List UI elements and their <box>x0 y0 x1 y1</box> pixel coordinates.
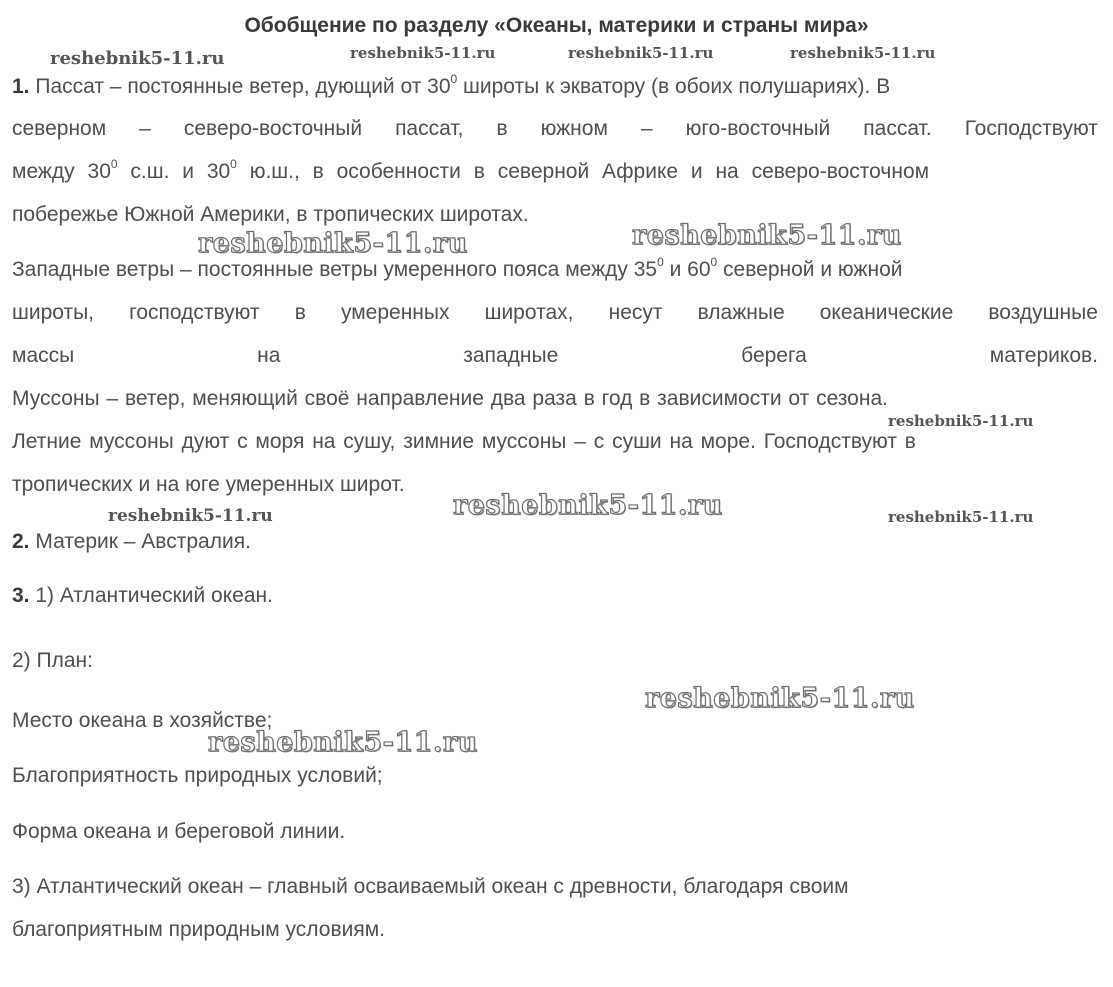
q1-line-8: Муссоны – ветер, меняющий своё направление два раза в год в зависимости от сезона. <box>12 387 888 410</box>
watermark: reshebnik5-11.ru <box>645 683 915 714</box>
watermark: reshebnik5-11.ru <box>790 44 936 62</box>
watermark: reshebnik5-11.ru <box>568 44 714 62</box>
q2-line: 2. Материк – Австралия. <box>12 530 251 553</box>
q2-number: 2. <box>12 530 30 553</box>
q3-plan-item-2: Благоприятность природных условий; <box>12 764 383 787</box>
q3-conclusion-line-1: 3) Атлантический океан – главный осваиваемый океан с древности, благодаря своим <box>12 875 849 898</box>
q3-line: 3. 1) Атлантический океан. <box>12 584 273 607</box>
q3-conclusion-line-2: благоприятным природным условиям. <box>12 918 385 941</box>
q3-plan-item-3: Форма океана и береговой линии. <box>12 820 346 843</box>
q1-line-6: широты, господствуют в умеренных широтах, несут влажные океанические воздушные <box>12 301 1098 324</box>
q1-line-7: массы на западные берега материков. <box>12 344 1098 367</box>
q1-line-2: северном – северо-восточный пассат, в южном – юго-восточный пассат. Господствуют <box>12 117 1098 140</box>
q3-plan-heading: 2) План: <box>12 649 93 672</box>
q1-number: 1. <box>12 75 30 98</box>
watermark: reshebnik5-11.ru <box>350 44 496 62</box>
q1-line-10: тропических и на юге умеренных широт. <box>12 473 405 496</box>
q3-plan-item-1: Место океана в хозяйстве; <box>12 709 273 732</box>
q1-line-3: между $30^0$ с.ш. и $30^0$ ю.ш., в особенности в северной Африке и на северо-восточном <box>12 157 930 183</box>
watermark: reshebnik5-11.ru <box>50 48 225 69</box>
page-title: Обобщение по разделу «Океаны, материки и страны мира» <box>244 14 869 37</box>
q1-line-5: Западные ветры – постоянные ветры умеренного пояса между $35^0$ и $60^0$ северной и южной <box>12 255 903 281</box>
watermark: reshebnik5-11.ru <box>888 412 1034 430</box>
watermark: reshebnik5-11.ru <box>453 490 723 521</box>
watermark: reshebnik5-11.ru <box>198 228 468 259</box>
watermark: reshebnik5-11.ru <box>108 506 273 526</box>
q1-line-9: Летние муссоны дуют с моря на сушу, зимние муссоны – с суши на море. Господствуют в <box>12 430 916 453</box>
q3-number: 3. <box>12 584 30 607</box>
watermark: reshebnik5-11.ru <box>208 727 478 758</box>
q1-line-4: побережье Южной Америки, в тропических широтах. <box>12 203 529 226</box>
watermark: reshebnik5-11.ru <box>632 220 902 251</box>
q1-line-1: 1. Пассат – постоянные ветер, дующий от $30^0$ широты к экватору (в обоих полушариях). В <box>12 72 891 98</box>
watermark: reshebnik5-11.ru <box>888 508 1034 526</box>
